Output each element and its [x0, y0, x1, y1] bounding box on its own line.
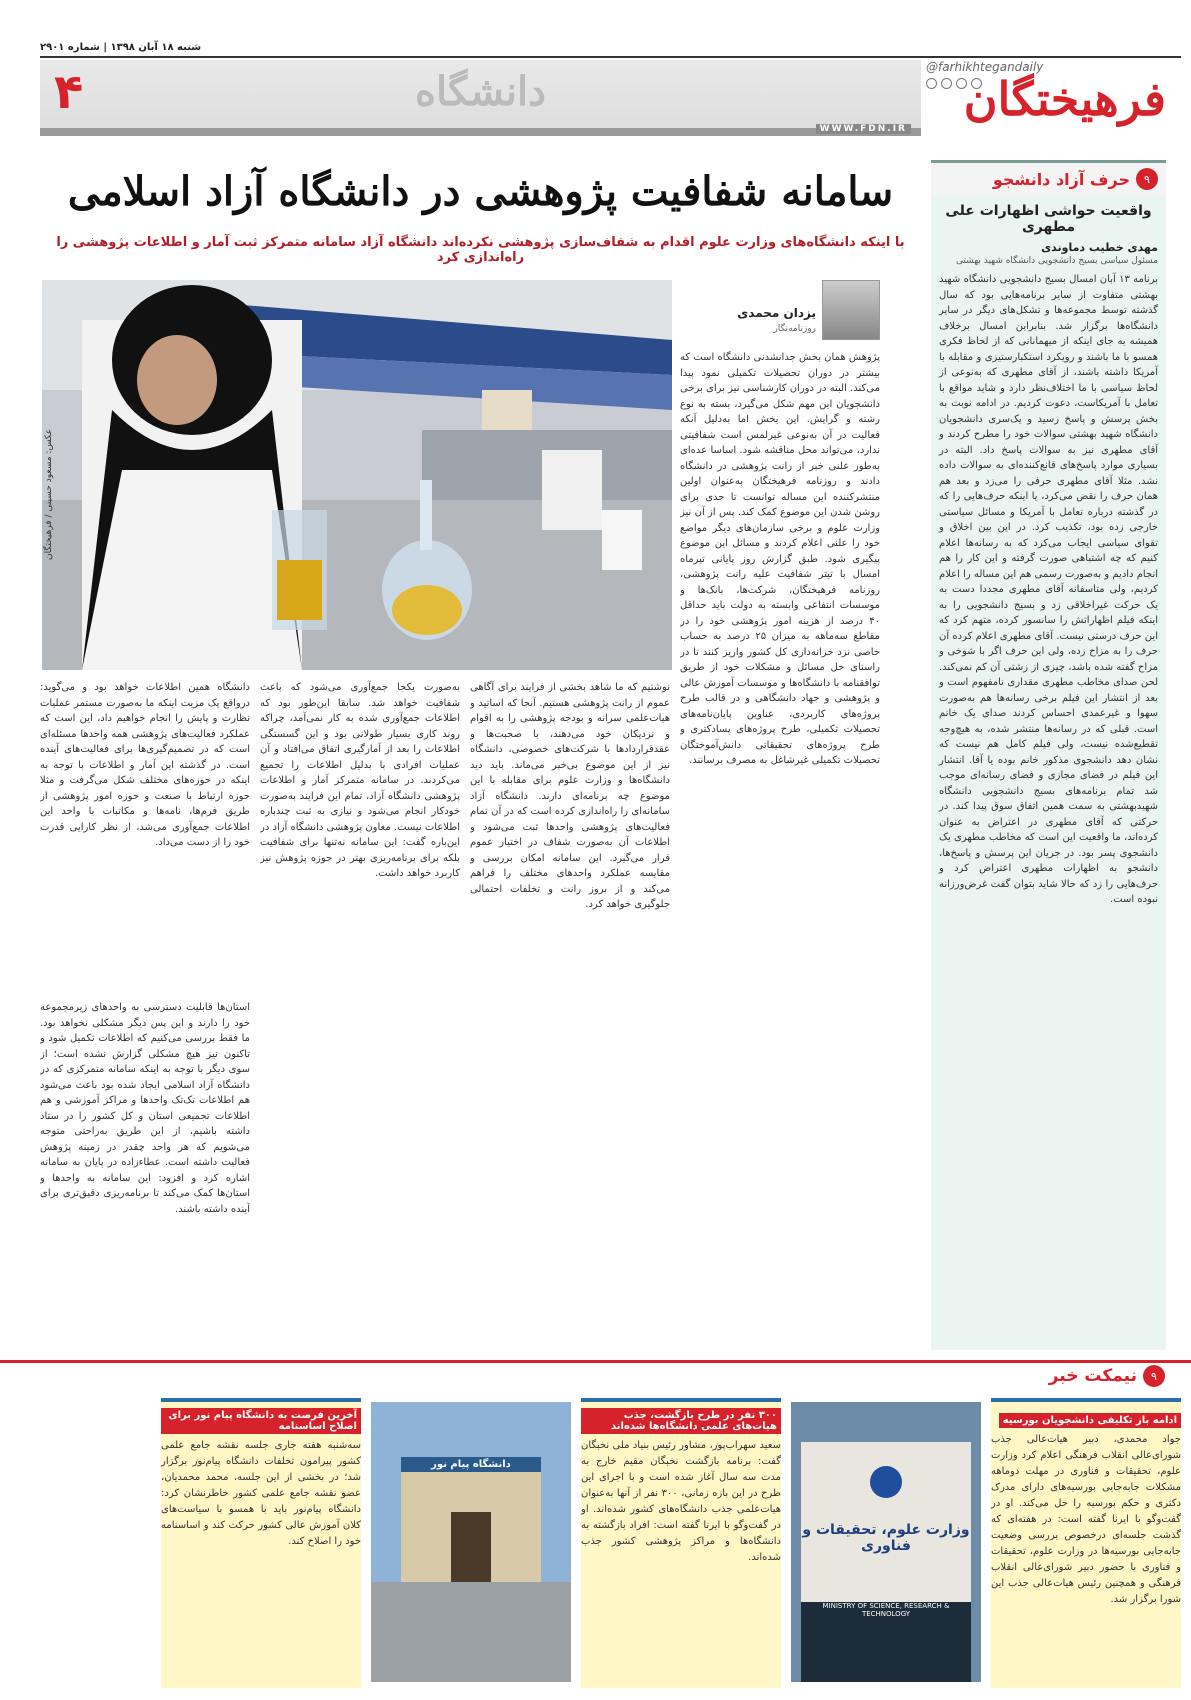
news-item-body: جواد محمدی، دبیر هیات‌عالی جذب شورای‌عالی انقلاب فرهنگی اعلام کرد وزارت علوم، تحقیقات و فناوری در مهلت دوماهه مشکلات جابه‌جایی بورسیه‌های دارای مدرک دکتری و حکم بورسیه را حل می‌کند. او در گفت‌وگو با ایرنا گفته است: در هفته‌ای که گذشت جلسه‌ای درخصوص بررسی وضعیت جابه‌جایی بورسیه‌ها در وزارت علوم، تحقیقات و فناوری با حضور دبیر شورای‌عالی انقلاب فرهنگی و همچنین رئیس هیات‌عالی جذب این شورا برگزار شد. — [991, 1434, 1181, 1605]
university-photo — [371, 1402, 571, 1682]
news-item-2[interactable] — [581, 1398, 781, 1688]
article-byline — [680, 280, 880, 340]
article-headline: سامانه شفافیت پژوهشی در دانشگاه آزاد اسلامی — [67, 168, 894, 215]
ministry-sign-en: MINISTRY OF SCIENCE, RESEARCH & TECHNOLOGY — [822, 1602, 950, 1618]
news-item-title: ادامه باز تکلیفی دانشجویان بورسیه — [999, 1413, 1181, 1428]
news-strip-label: نیمکت خبر — [1048, 1366, 1137, 1386]
section-title: دانشگاه — [415, 68, 546, 115]
masthead-logo[interactable] — [926, 60, 1166, 150]
site-url[interactable]: WWW.FDN.IR — [816, 124, 911, 134]
news-number-badge: ۹ — [1143, 1365, 1165, 1387]
news-item-body: سه‌شنبه هفته جاری جلسه نقشه جامع علمی کشور پیرامون تخلفات دانشگاه پیام‌نور برگزار شد؛ در بخشی از این جلسه، محمد محمدیان، عضو نقشه جامع علمی کشور خاطرنشان کرد: دانشگاه پیام‌نور باید با همسو با سیاست‌های کلان آموزش عالی کشور حرکت کند و اساسنامه خود را اصلاح کند. — [161, 1440, 361, 1547]
news-strip-title — [1049, 1365, 1165, 1387]
article-column-5: استان‌ها قابلیت دسترسی به واحدهای زیرمجموعه خود را دارند و این پس دیگر مشکلی نخواهد بود. ما فقط بررسی می‌کنیم که اطلاعات تکمیل شود و تاکنون نیز هیچ مشکلی گزارش نشده است؛ از سوی دیگر با توجه به اینکه سامانه متمرکزی که در دانشگاه آزاد اسلامی ایجاد شده بود باعث می‌شود هم اطلاعات تک‌تک واحدها و مراکز آموزشی و هم اطلاعات تجمیعی استان و کل کشور را در ستاد داشته باشیم، از این طریق به‌راحتی متوجه می‌شویم که هر واحد چقدر در زمینه پژوهش فعالیت داشته است. عطاء‌زاده در پایان به سامانه اشاره کرد و افزود: این سامانه به واحدها و استان‌ها کمک می‌کند تا برنامه‌ریزی دقیق‌تری برای آینده داشته باشند. — [40, 1002, 250, 1215]
author-avatar — [822, 280, 880, 340]
university-sign: دانشگاه پیام نور — [401, 1457, 541, 1472]
sidebar-author: مهدی خطیب دماوندی — [1041, 241, 1158, 254]
author-role: روزنامه‌نگار — [773, 324, 816, 334]
logo-text: فرهیختگان — [963, 72, 1166, 126]
article-column-3: به‌صورت یکجا جمع‌آوری می‌شود که باعث شفافیت خواهد شد. سابقا این‌طور بود که اطلاعات جمع‌آوری شده به کار نمی‌آمد، چراکه روند کاری بسیار طولانی بود و این گسستگی اطلاعات را بعد از آمارگیری اتفاق می‌افتاد و آن عملیات افرادی با بدلیل اطلاعات را تجمیع می‌کردند. در سامانه متمرکز آمار و اطلاعات پژوهشی دانشگاه آزاد، تمام این فرایند به‌صورت خودکار انجام می‌شود و نیازی به ثبت چندباره اطلاعات نیست. معاون پژوهشی دانشگاه آزاد در این‌باره گفت: این سامانه نه‌تنها برای شفافیت بلکه برای برنامه‌ریزی بهتر در حوزه پژوهش نیز کاربرد خواهد داشت. — [260, 682, 460, 879]
sidebar-headline: واقعیت حواشی اظهارات علی مطهری — [945, 203, 1152, 235]
lab-photo — [42, 280, 672, 670]
twitter-icon — [941, 78, 952, 89]
sidebar-number-badge: ۹ — [1136, 168, 1158, 190]
news-item-body: سعید سهراب‌پور، مشاور رئیس بنیاد ملی نخبگان گفت: برنامه بازگشت نخبگان مقیم خارج به مدت سه سال آغاز شده است و با اجرای این طرح در این بازه زمانی، ۳۰۰ نفر از آنها به‌عنوان هیات‌علمی جذب دانشگاه‌های کشور شده‌اند. او در گفت‌وگو با ایرنا گفته است: افراد بازگشته به دانشگاه‌ها و مراکز پژوهشی کشور جذب شده‌اند. — [581, 1440, 781, 1563]
ministry-sign: وزارت علوم، تحقیقات و فناوری — [802, 1522, 970, 1554]
page-number: ۴ — [54, 64, 84, 120]
article-column-4: دانشگاه همین اطلاعات خواهد بود و می‌گوید: درواقع یک مزیت اینکه ما به‌صورت مستمر عملیات نظارت و پایش را انجام خواهیم داد، این است که عملکرد فعالیت‌های پژوهشی همه واحدها مسئله‌ای است که در تصمیم‌گیری‌ها برای فعالیت‌های آینده است. در گذشته این آمار و اطلاعات با توجه به اینکه در حوزه‌های مختلف شکل می‌گرفت و مثلا حوزه ارتباط با صنعت و حوزه امور پژوهشی از طریق فرم‌ها، نامه‌ها و مکاتبات با واحد این اطلاعات جمع‌آوری می‌شد، از نظر کارایی قدرت خود را از دست می‌داد. — [40, 682, 250, 848]
section-header — [40, 60, 921, 136]
news-item-1[interactable] — [991, 1398, 1181, 1688]
opinion-sidebar — [931, 160, 1166, 1350]
article-column-1: پژوهش همان بخش جدانشدنی دانشگاه است که بیشتر در دوران تحصیلات تکمیلی نمود پیدا می‌کند. البته در دوران کارشناسی نیز برای برخی دانشجویان این مهم شکل می‌گیرد، بسته به نوع رشته و گرایش. این بخش اما به‌دلیل آنکه فعالیت در آن به‌نوعی غیرلمس است شفافیتی ندارد، می‌تواند محل مناقشه شود. اساسا عده‌ای به‌طور علنی خبر از رانت پژوهشی در دانشگاه دادند و روزنامه فرهیختگان به‌عنوان اولین منتشرکننده این مساله توانست تا حدی برای روشن شدن این موضوع کمک کند. پس از آن نیز وزارت علوم و برخی سازمان‌های دیگر مواضع خود را علنی اعلام کردند و مسائل این موضوع پیگیری شود. طبق گزارش روز پایانی تیرماه امسال با تیتر شفافیت علیه رانت پژوهشی، روزنامه فرهیختگان، شرکت‌ها، بانک‌ها و موسسات انتفاعی وابسته به دولت باید حداقل ۴۰ درصد از هزینه امور پژوهشی خود را در مقاطع سه‌ماهه به میزان ۲۵ درصد به حساب خاصی نزد خزانه‌داری کل کشور واریز کنند تا در راستای حل مسائل و مشکلات خود از طریق توافقنامه با دانشگاه‌ها و موسسات آموزش عالی و پژوهشی و جهاد دانشگاهی و در قالب طرح پروژه‌های کاربردی، عناوین پایان‌نامه‌های تحصیلات تکمیلی، طرح پروژه‌های پسادکتری و طرح پروژه‌های تحقیقاتی دانش‌آموختگان تحصیلات تکمیلی غیرشاغل به مصرف برسانند. — [680, 352, 880, 766]
author-name: یزدان محمدی — [737, 306, 816, 320]
news-item-3[interactable] — [161, 1398, 361, 1688]
top-rule — [40, 40, 1181, 58]
article-subhead: با اینکه دانشگاه‌های وزارت علوم اقدام به شفاف‌سازی پژوهشی نکرده‌اند دانشگاه آزاد سامانه متمرکز ثبت آمار و اطلاعات پژوهشی را راه‌اندازی کرد — [56, 235, 905, 265]
news-item-title: ۳۰۰ نفر در طرح بازگشت، جذب هیات‌های علمی دانشگاه‌ها شده‌اند — [581, 1408, 781, 1434]
campus-gate-illustration — [371, 1402, 571, 1682]
sidebar-title: حرف آزاد دانشجو — [992, 169, 1130, 189]
lab-scene-illustration — [42, 280, 672, 670]
telegram-icon — [956, 78, 967, 89]
social-icons — [926, 78, 982, 89]
social-handle: @farhikhtegandaily — [926, 60, 1044, 74]
sidebar-body: برنامه ۱۳ آبان امسال بسیج دانشجویی دانشگاه شهید بهشتی متفاوت از سایر برنامه‌هایی بود که سال گذشته توسط مجموعه‌ها و تشکل‌های دیگر در سایر دانشگاه‌ها برگزار شد. بنابراین امسال برخلاف همیشه به جای اینکه از میهمانانی که از لحاظ فکری همسو با ما باشند و رویکرد استکبارستیزی و مقابله با آمریکا داشته باشند، از آقای مطهری که به‌نوعی از لحاظ سیاسی با ما اختلاف‌نظر دارد و شاید مواقع با تعامل با آمریکاست، دعوت کردیم. در ادامه نوبت به بخش پرسش و پاسخ رسید و یک‌سری دانشجویان دانشگاه شهید بهشتی سوالات خود را مطرح کردند و آقای مطهری نیز به سوالات پاسخ داد. البته در بسیاری موارد پاسخ‌های قانع‌کننده‌ای به سوالات داده نشد. مثلا آقای مطهری حرفی را می‌زد و بعد هم همان حرف را نقض می‌کرد، یا اینکه حرف‌هایی را که در گذشته درباره تعامل با آمریکا و مسائل سیاستی خارجی زده بود، تکذیب کرد. در این بین اخلاق و تقوای سیاسی ایجاب می‌کرد که به رسانه‌ها اعلام کنیم که چه اشتباهی صورت گرفته و این کار را هم انجام دادیم و به‌صورت رسمی هم این مساله را اعلام کردیم، ولی متاسفانه آقای مطهری مجددا دست به یک حرکت غیراخلاقی زد و بسیج دانشجویی را به اینکه فیلم اظهاراتش را سانسور کرده، متهم کرد که این حرف درستی نیست. آقای مطهری اعلام کرده آن حرف را به مزاح زده، ولی این حرف اگر با شوخی و مزاح گفته شده باشد، چیزی از زشتی آن کم نمی‌کند. لحن صدای مخاطب مطهری مقداری نامفهوم است و بعد از انتشار این فیلم برخی رسانه‌ها هم به‌صورت سهوا و غیرعمدی احساس کردند صدای یک خانم است. قبلی که در رسانه‌ها منتشر شده، به هیچ‌وجه تقطیع‌شده نیست، ولی فیلم کامل هم نیست که نشان دهد دانشجوی مذکور خانم بوده یا آقا. انتشار این فیلم در فضای مجازی و فضای رسانه‌ای موجب شد تمام برنامه‌های بسیج دانشجویی دانشگاه شهیدبهشتی به سمت همین اتفاق سوق پیدا کند. در حرکتی که آقای مطهری در اعتراض به عنوان کرده‌اند، ما واقعیت این است که مخاطب مطهری یک دانشجوی پسر بود. در جریان این پرسش و پاسخ‌ها، دانشجو به اظهارات مطهری اعتراض کرد و حرف‌هایی را زد که حالا شاید بتوان گفت غرض‌ورزانه نبوده است. — [939, 274, 1158, 905]
dateline: شنبه ۱۸ آبان ۱۳۹۸ | شماره ۲۹۰۱ — [40, 42, 202, 53]
sidebar-header — [931, 163, 1166, 195]
article-column-2: نوشتیم که ما شاهد بخشی از فرایند برای آگاهی عموم از رانت پژوهشی هستیم. آنجا که اساتید و هیات‌علمی سرانه و بودجه پژوهشی را به اقوام و نزدیکان خود می‌دهند، با صحبت‌ها و عقدقراردادها با شرکت‌های خصوصی، دانشگاه نیز از این موضوع بی‌خبر می‌ماند. باید دید دانشگاه‌ها و وزارت علوم برای مقابله با این موضوع چه برنامه‌ای دارند. دانشگاه آزاد سامانه‌ای را راه‌اندازی کرده است که در آن تمام فعالیت‌های پژوهشی واحدها ثبت می‌شود و اطلاعات آن به‌صورت شفاف در اختیار عموم قرار می‌گیرد. این سامانه امکان بررسی و مقایسه عملکرد واحدهای مختلف را فراهم می‌کند و از بروز رانت و تخلفات احتمالی جلوگیری خواهد کرد. — [470, 682, 670, 910]
web-icon — [971, 78, 982, 89]
url-strip — [40, 128, 921, 136]
ministry-photo — [791, 1402, 981, 1682]
news-strip-header — [0, 1360, 1191, 1386]
sidebar-author-role: مسئول سیاسی بسیج دانشجویی دانشگاه شهید بهشتی — [955, 256, 1158, 266]
instagram-icon — [926, 78, 937, 89]
photo-credit: عکس: مسعود حسینی / فرهیختگان — [44, 428, 54, 560]
news-item-title: آخرین فرصت به دانشگاه پیام نور برای اصلاح اساسنامه — [161, 1408, 361, 1434]
